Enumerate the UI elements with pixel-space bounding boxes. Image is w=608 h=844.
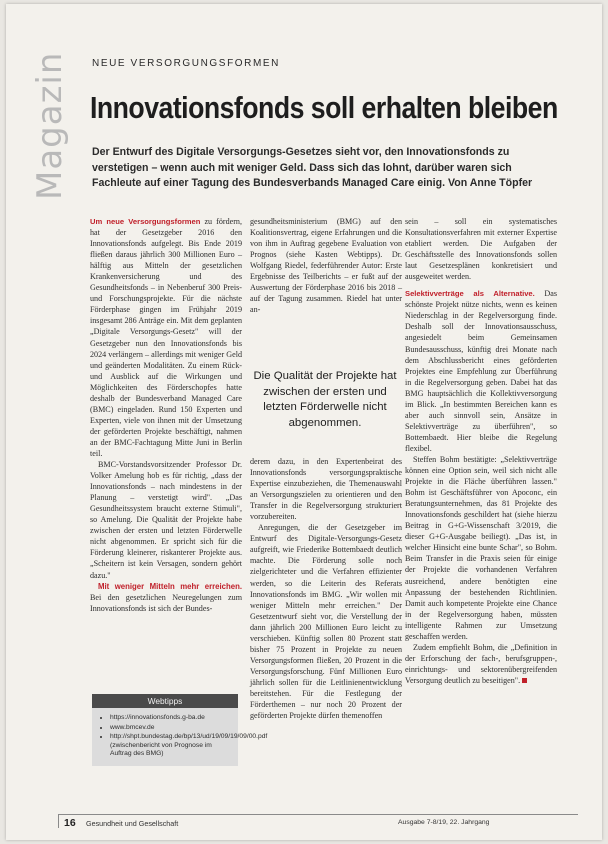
section-side-label: Magazin — [30, 51, 70, 200]
footer-publication: Gesundheit und Gesellschaft — [86, 819, 179, 828]
footer-divider-vertical — [58, 814, 59, 828]
article-headline: Innovationsfonds soll erhalten bleiben — [90, 90, 558, 125]
webtipps-title: Webtipps — [92, 694, 238, 708]
article-kicker: NEUE VERSORGUNGSFORMEN — [92, 58, 280, 69]
text-column-3 — [405, 216, 557, 686]
page-number: 16 — [64, 817, 76, 829]
webtipp-link[interactable]: • www.bmcev.de — [110, 724, 232, 733]
paragraph-text: Bei den gesetzlichen Neuregelungen zum Innovationsfonds ist sich der Bundes- — [90, 592, 242, 613]
webtipps-box — [92, 694, 268, 766]
paragraph — [90, 581, 242, 614]
end-mark-icon — [522, 678, 527, 683]
subheading: Mit weniger Mitteln mehr erreichen. — [98, 581, 242, 591]
paragraph: Steffen Bohm bestätigte: „Selektivverträge können eine Option sein, weil sich nicht alle Projekte in die Fläche überführen lassen." Bohm ist Geschäftsführer von Apoconc, ein Beratungsunternehmen, das 81 Projekte des Innovationsfonds geschildert hat (siehe hierzu Beitrag in G+G-Wissenschaft 3/2019, die dieser G+G-Ausgabe beiliegt). „Das ist, in welcher Hinsicht eine bunte Schar", so Bohm. Beim Transfer in die Praxis seien für einige der Projekte die vorhandenen Verfahren ausreichend, andere benötigten eine Anpassung der bestehenden Richtlinien. Damit auch kompetente Projekte eine Chance in der Regelversorgung haben, müssten intelligente Rahmen zur Umsetzung geschaffen werden. — [405, 454, 557, 641]
webtipps-list — [92, 708, 268, 766]
paragraph-text: zu fördern, hat der Gesetzgeber 2016 den Innovationsfonds aufgelegt. Bis Ende 2019 fließen daraus jährlich 300 Millionen Euro – hälftig aus Mitteln der gesetzlichen Krankenversicherung und des Gesundheitsfonds – in Nebenberuf 300 Preis- und Forschungsprojekte. Für die nächste Förderphase gingen im Frühjahr 2019 insgesamt 286 Anträge ein. Mit dem geplanten „Digitale Versorgungs-Gesetz" will der Gesetzgeber nun den Innovationsfonds bis 2024 verlängern – allerdings mit weniger Geld und geänderten Modalitäten. Zu einem Rück- und Ausblick auf die Wirkungen und Möglichkeiten des Förderschopfes hatte deshalb der Bundesverband Managed Care (BMC) eingeladen. Rund 150 Experten und Experten, viele von ihnen mit der Umsetzung der geförderten Projekte beschäftigt, nahmen an der BMC-Fachtagung Mitte Juni in Berlin teil. — [90, 217, 242, 458]
text-column-2-bottom — [250, 456, 402, 721]
magazine-page — [6, 4, 602, 840]
text-column-1 — [90, 216, 242, 614]
paragraph: BMC-Vorstandsvorsitzender Professor Dr. Volker Amelung hob es für richtig, „dass der Innovationsfonds – nach mindestens in der Planung – verstetigt wird". „Das Gesundheitssystem braucht externe Stimuli", so Amelung. Die Qualität der Projekte habe zwischen der ersten und letzten Förderwelle nicht abgenommen. Er spricht sich für die Förderung kleinerer, riskanterer Projekte aus. „Scheitern ist kein Versagen, sondern gehört dazu." — [90, 460, 242, 580]
paragraph: Anregungen, die der Gesetzgeber im Entwurf des Digitale-Versorgungs-Gesetz aufgreift, wie Friederike Bottembaedt deutlich machte. Die Förderung solle noch zielgerichteter und die Verfahren effizienter werden, so die Leiterin des Referats Innovationsfonds im BMG. „Wir wollen mit weniger Mitteln mehr erreichen." Der Gesetzentwurf sieht vor, die Verstellung der dann jährlich 200 Millionen Euro leicht zu verschieben. Künftig sollen 80 Prozent statt bisher 75 Prozent in Projekte zu neuen Versorgungsformen fließen, 20 Prozent in die Versorgungsforschung. Fünf Millionen Euro jährlich sollen für die Leitlinienentwicklung bereitstehen. Für die Festlegung der Förderthemen – nur noch 20 Prozent der geförderten Projekte dürfen themenoffen — [250, 523, 402, 721]
footer-divider — [58, 814, 578, 815]
subheading: Selektivverträge als Alternative. — [405, 289, 535, 299]
paragraph: sein – soll ein systematisches Konsultationsverfahren mit externer Expertise etabliert werden. Die Aufgaben der Geschäftsstelle des Innovationsfonds sollen laut Gesetzesplänen konkretisiert und ausgeweitet werden. — [405, 217, 557, 282]
webtipp-link[interactable]: • http://shpt.bundestag.de/bp/13/ud/19/09/19/09/00.pdf (zwischenbericht von Prognose im Auftrag des BMG) — [110, 733, 232, 759]
paragraph: derem dazu, in den Expertenbeirat des Innovationsfonds versorgungspraktische Expertise einzubeziehen, die Themenauswahl an Versorgungszielen zu orientieren und den Transfer in die Regelversorgung strukturiert vorzubereiten. — [250, 457, 402, 522]
paragraph-text: Zudem empfiehlt Bohm, die „Definition in der Erforschung der fach-, berufsgruppen-, einrichtungs- und sektorenübergreifenden Versorgung deutlich zu beseitigen". — [405, 642, 557, 685]
webtipp-link[interactable]: • https://innovationsfonds.g-ba.de — [110, 714, 232, 723]
paragraph-text: Das schönste Projekt nütze nichts, wenn es keinen Niederschlag in der Regelversorgung finde. Deshalb soll der Innovationsausschuss, angesiedelt beim Gemeinsamen Bundesausschuss, künftig drei Monate nach dem Abschlussbericht eines geförderten Projektes eine Empfehlung zur Überführung in die Regelversorgung geben. Dabei hat das BMG hauptsächlich die Kollektivversorgung im Blick. „In bestimmten Bereichen kann es aber auch sinnvoll sein, Ansätze in Selektivverträge zu überführen", so Bottembaedt. Hier bleibe die Regelung flexibel. — [405, 289, 557, 453]
paragraph — [90, 216, 242, 459]
pull-quote: Die Qualität der Projekte hat zwischen der ersten und letzten Förderwelle nicht abgenommen. — [253, 370, 397, 429]
run-in-heading: Um neue Versorgungsformen — [90, 217, 201, 226]
paragraph — [405, 288, 557, 454]
text-column-2-top — [250, 216, 402, 315]
paragraph — [405, 642, 557, 686]
paragraph: gesundheitsministerium (BMG) auf den Koalitionsvertrag, eigene Erfahrungen und die von ihm in Auftrag gegebene Evaluation von Prognos (siehe Kasten Webtipps). Dr. Wolfgang Riedel, federführender Autor: Erste Ergebnisse des Teilberichts – er fußt auf der Auswertung der Förderphase 2016 bis 2018 – auf der Tagung zusammen. Riedel hat unter an- — [250, 217, 402, 315]
footer-issue: Ausgabe 7-8/19, 22. Jahrgang — [398, 819, 490, 826]
article-lead: Der Entwurf des Digitale Versorgungs-Gesetzes sieht vor, den Innovationsfonds zu verstetigen – wenn auch mit weniger Geld. Dass sich das lohnt, darüber waren sich Fachleute auf einer Tagung des Bundesverbands Managed Care einig. Von Anne Töpfer — [92, 146, 533, 189]
